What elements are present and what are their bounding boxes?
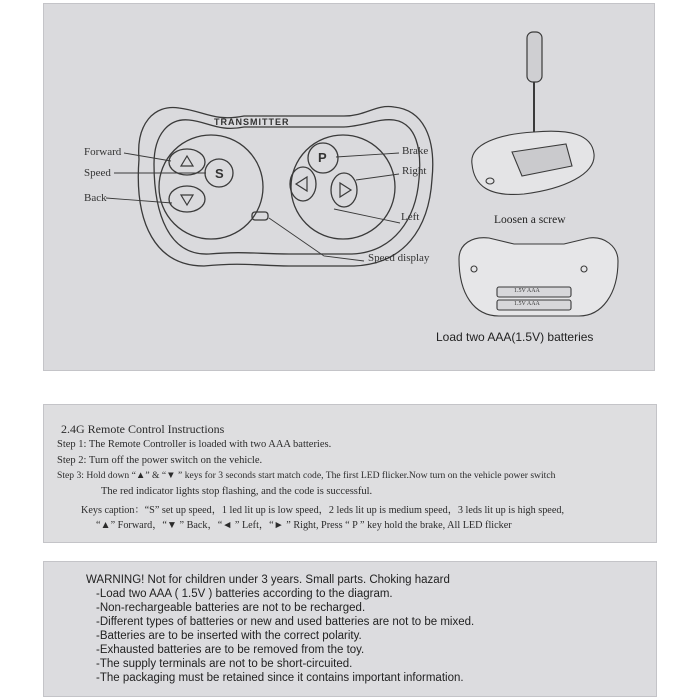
warning-line: -Different types of batteries or new and used batteries are not to be mixed. (96, 616, 475, 628)
brake-button-letter: P (318, 150, 327, 165)
speed-button-letter: S (215, 166, 224, 181)
callout-lines (106, 153, 400, 261)
callout-brake: Brake (402, 145, 429, 157)
warning-line: -Exhausted batteries are to be removed from the toy. (96, 644, 365, 656)
warning-line: -The packaging must be retained since it contains important information. (96, 672, 464, 684)
warning-card (44, 562, 656, 696)
callout-right: Right (402, 165, 427, 177)
transmitter-remote (138, 107, 432, 266)
keys-caption-directions: “▲” Forward，“▼ ” Back，“◄ ” Left，“► ” Right, Press “ P ” key hold the brake, All LED flicker (96, 520, 512, 531)
remote-back-view (472, 131, 594, 194)
warning-headline: WARNING! Not for children under 3 years. Small parts. Choking hazard (86, 574, 450, 586)
up-arrow-icon (181, 156, 193, 166)
instructions-card (44, 405, 656, 542)
left-arrow-icon (296, 177, 307, 191)
instructions-title: 2.4G Remote Control Instructions (61, 422, 225, 436)
warning-line: -Load two AAA ( 1.5V ) batteries according to the diagram. (96, 588, 393, 600)
warning-line: -The supply terminals are not to be short-circuited. (96, 658, 353, 670)
instruction-step-2: Step 2: Turn off the power switch on the vehicle. (57, 455, 263, 466)
right-arrow-icon (340, 183, 351, 197)
diagram-svg (44, 4, 654, 370)
down-arrow-icon (181, 195, 193, 205)
battery-label-2: 1.5V AAA (514, 301, 540, 307)
warning-line: -Batteries are to be inserted with the correct polarity. (96, 630, 362, 642)
callout-back: Back (84, 192, 107, 204)
brand-transmitter: TRANSMITTER (214, 117, 290, 127)
battery-label-1: 1.5V AAA (514, 288, 540, 294)
callout-forward: Forward (84, 146, 122, 158)
diagram-card (44, 4, 654, 370)
instruction-step-3-cont: The red indicator lights stop flashing, and the code is successful. (101, 486, 373, 497)
callout-speed-display: Speed display (368, 252, 430, 264)
instruction-step-1: Step 1: The Remote Controller is loaded with two AAA batteries. (57, 439, 332, 450)
callout-speed: Speed (84, 167, 111, 179)
instruction-step-3: Step 3: Hold down “▲” & “▼ ” keys for 3 seconds start match code, The first LED flicker.Now turn on the vehicle power switch (57, 470, 556, 481)
callout-left: Left (401, 211, 420, 223)
keys-caption: Keys caption：“S” set up speed，1 led lit up is low speed，2 leds lit up is medium speed，3 leds lit up is high speed, (81, 505, 564, 516)
warning-line: -Non-rechargeable batteries are not to be recharged. (96, 602, 366, 614)
caption-loosen-screw: Loosen a screw (494, 214, 566, 226)
caption-load-batteries: Load two AAA(1.5V) batteries (436, 330, 594, 344)
